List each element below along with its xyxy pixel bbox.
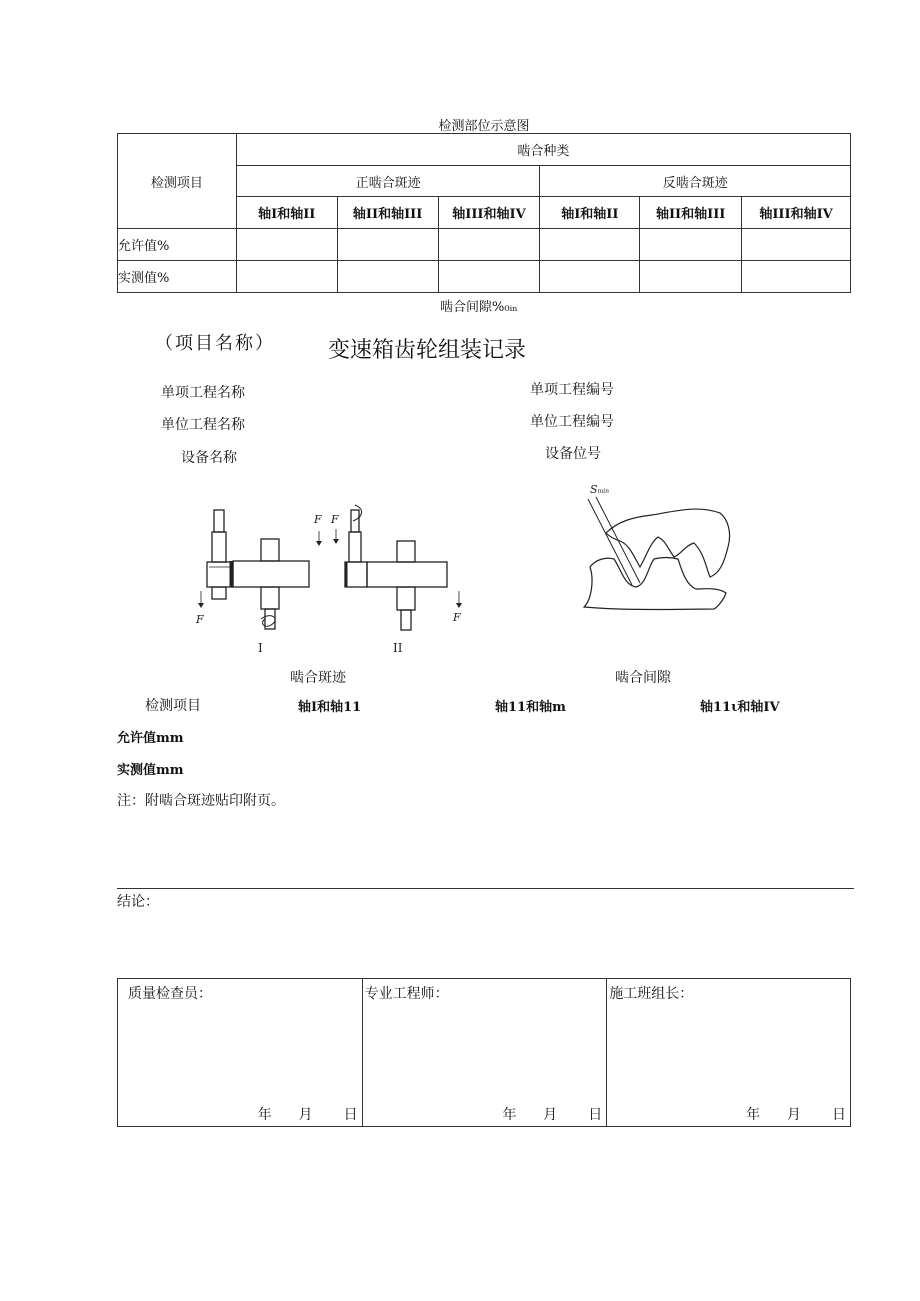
value-cell[interactable] [640,229,742,261]
note: 注：附啮合斑迹贴印附页。 [117,793,285,809]
mesh-spot-table [117,133,851,293]
force-label: F [453,611,461,624]
measure-pair: 轴I和轴11 [298,700,362,715]
date-label: 年 月 日 [257,1107,358,1123]
row-label-measured: 实测值% [118,261,237,293]
value-cell[interactable] [236,261,337,293]
figure-label-I: I [258,641,263,655]
smin-label: Smin [590,483,610,496]
value-cell[interactable] [337,261,438,293]
project-name: （项目名称） [155,333,275,354]
value-cell[interactable] [438,229,540,261]
value-cell[interactable] [236,229,337,261]
pair-cell: 轴I和轴II [236,197,337,229]
pair-cell: 轴I和轴II [540,197,640,229]
divider [117,888,854,889]
field-label: 设备名称 [181,450,237,466]
pair-cell: 轴II和轴III [337,197,438,229]
mesh-type-cell: 啮合种类 [236,134,850,166]
signature-cell-inspector[interactable] [118,979,363,1127]
top-caption: 检测部位示意图 [438,119,530,134]
measured-label: 实测值mm [117,763,184,778]
date-label: 年 月 日 [502,1107,603,1123]
allowed-label: 允许值mm [117,731,184,746]
signature-table [117,978,851,1127]
field-label: 单位工程编号 [530,414,614,430]
right-figure-caption: 啮合间隙 [615,670,671,686]
measure-pair: 轴11ι和轴IV [700,700,780,715]
item-header-cell: 检测项目 [118,134,237,229]
row-label-allowed: 允许值% [118,229,237,261]
role-label: 质量检查员： [128,986,212,1002]
page-title: 变速箱齿轮组装记录 [328,338,527,363]
field-label: 单项工程名称 [161,385,245,401]
left-figure-caption: 啮合斑迹 [290,670,346,686]
value-cell[interactable] [337,229,438,261]
value-cell[interactable] [438,261,540,293]
value-cell[interactable] [742,229,851,261]
measure-item-label: 检测项目 [145,698,201,714]
date-label: 年 月 日 [746,1107,846,1123]
force-label: F [331,513,339,526]
value-cell[interactable] [540,261,640,293]
conclusion-label: 结论： [117,894,159,910]
signature-cell-foreman[interactable] [607,979,851,1127]
field-label: 单项工程编号 [530,382,614,398]
reverse-mesh-cell: 反啮合斑迹 [540,166,851,197]
measure-pair: 轴11和轴m [495,700,566,715]
pair-cell: 轴III和轴IV [438,197,540,229]
role-label: 施工班组长： [609,986,694,1002]
force-label: F [196,613,204,626]
field-label: 单位工程名称 [161,417,245,433]
mesh-spot-diagram [185,495,475,665]
pair-cell: 轴III和轴IV [742,197,851,229]
figure-label-II: II [393,641,403,655]
pair-cell: 轴II和轴III [640,197,742,229]
backlash-diagram [570,475,750,620]
role-label: 专业工程师： [364,986,449,1002]
positive-mesh-cell: 正啮合斑迹 [236,166,540,197]
value-cell[interactable] [640,261,742,293]
value-cell[interactable] [540,229,640,261]
top-footer: 啮合间隙%₀ᵢₙ [440,300,518,315]
field-label: 设备位号 [545,446,601,462]
value-cell[interactable] [742,261,851,293]
signature-cell-engineer[interactable] [362,979,607,1127]
force-label: F [314,513,322,526]
